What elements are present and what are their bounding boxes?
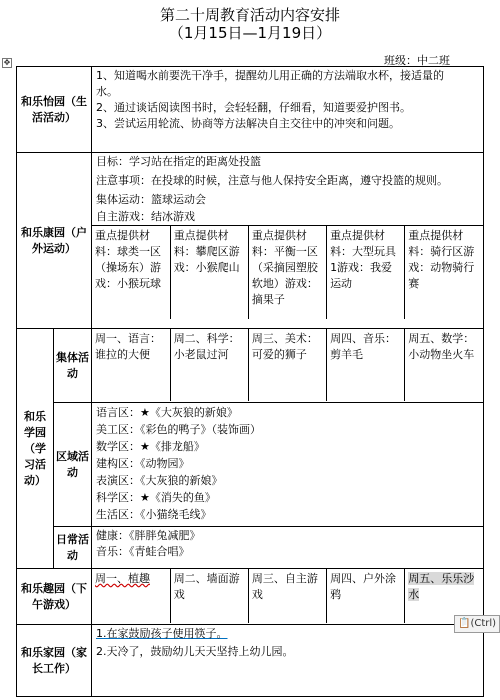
play-day-3: 周三、自主游戏 <box>248 569 326 623</box>
row-family <box>17 625 484 697</box>
life-line-2: 水。 <box>96 85 118 98</box>
area-item-4: 建构区：《动物园》 <box>96 457 190 470</box>
section-label-learning: 和乐学园（学习活动） <box>17 329 54 569</box>
learning-group-days <box>92 329 483 401</box>
group-day-4: 周四、音乐：剪羊毛 <box>327 329 405 401</box>
health-content <box>92 153 484 329</box>
life-line-4: 3、尝试运用轮流、协商等方法解决自主交往中的冲突和问题。 <box>96 117 400 130</box>
health-notice: 注意事项：在投球的时候，注意与他人保持安全距离，遵守投篮的规则。 <box>96 174 448 187</box>
life-line-3: 2、通过谈话阅读图书时，会轻轻翻，仔细看，知道要爱护图书。 <box>96 101 411 114</box>
play-days <box>92 569 483 623</box>
station-1: 重点提供材料：球类一区（操场东）游戏：小猴玩球 <box>92 226 170 319</box>
learning-group-label: 集体活动 <box>54 329 92 403</box>
group-day-1: 周一、语言：谁拉的大便 <box>92 329 170 401</box>
area-item-6: 科学区：★《消失的鱼》 <box>96 491 216 504</box>
health-stations <box>92 225 483 319</box>
document-title: 第二十周教育活动内容安排 <box>159 6 340 24</box>
section-label-family: 和乐家园（家长工作） <box>17 625 92 697</box>
area-item-1: 语言区：★《大灰狼的新娘》 <box>96 406 238 419</box>
learning-area-content <box>92 403 484 527</box>
group-day-5: 周五、数学：小动物坐火车 <box>408 332 475 361</box>
row-learning-daily <box>17 527 484 569</box>
learning-daily-content <box>92 527 484 569</box>
paste-options-button[interactable]: 📋(Ctrl) <box>454 615 500 633</box>
life-line-1: 1、知道喝水前要洗干净手，提醒幼儿用正确的方法端取水杯，接适量的 <box>96 69 444 82</box>
section-label-life: 和乐怡园（生活活动） <box>17 67 92 153</box>
family-line-1: 1.在家鼓励孩子使用筷子。 <box>96 627 228 640</box>
row-learning-area <box>17 403 484 527</box>
learning-area-label: 区域活动 <box>54 403 92 527</box>
row-life <box>17 67 484 153</box>
learning-daily-label: 日常活动 <box>54 527 92 569</box>
health-free: 自主游戏：结冰游戏 <box>96 210 195 223</box>
group-day-2: 周二、科学：小老鼠过河 <box>170 329 248 401</box>
play-day-5: 周五、乐乐沙水 <box>408 572 475 601</box>
row-learning-group <box>17 329 484 403</box>
section-label-play: 和乐趣园（下午游戏） <box>17 569 92 625</box>
area-item-5: 表演区：《大灰狼的新娘》 <box>96 474 223 487</box>
play-content <box>92 569 484 625</box>
family-content <box>92 625 484 697</box>
date-range: （1月15日—1月19日） <box>168 24 332 42</box>
area-item-2: 美工区：《彩色的鸭子》（装饰画） <box>96 423 261 436</box>
row-play <box>17 569 484 625</box>
health-group: 集体运动：篮球运动会 <box>96 193 206 206</box>
station-2: 重点提供材料：攀爬区游戏：小猴爬山 <box>170 226 248 319</box>
station-3: 重点提供材料：平衡一区（采摘园塑胶软地）游戏：摘果子 <box>248 226 326 319</box>
life-content <box>92 67 484 153</box>
group-day-3: 周三、美术：可爱的狮子 <box>248 329 326 401</box>
schedule-table <box>16 66 484 697</box>
row-health <box>17 153 484 329</box>
station-4: 重点提供材料：大型玩具1游戏：我爱运动 <box>327 226 405 319</box>
play-day-2: 周二、墙面游戏 <box>170 569 248 623</box>
section-label-health: 和乐康园（户外运动） <box>17 153 92 329</box>
play-day-4: 周四、户外涂鸦 <box>327 569 405 623</box>
area-item-3: 数学区：★《排龙船》 <box>96 440 205 453</box>
learning-group-content <box>92 329 484 403</box>
area-item-7: 生活区：《小猫绕毛线》 <box>96 508 212 521</box>
table-move-handle-icon[interactable]: ✥ <box>3 58 11 67</box>
station-5: 重点提供材料：骑行区游戏：动物骑行赛 <box>408 229 475 290</box>
family-line-2: 2.天冷了，鼓励幼儿天天坚持上幼儿园。 <box>96 645 294 658</box>
paste-options-label: (Ctrl) <box>470 618 497 629</box>
play-day-1: 周一、植趣 <box>92 569 170 623</box>
daily-item-1: 健康：《胖胖兔减肥》 <box>96 529 201 542</box>
class-label: 班级：中二班 <box>384 54 450 67</box>
daily-item-2: 音乐：《青蛙合唱》 <box>96 545 190 558</box>
health-goal: 目标：学习站在指定的距离处投篮 <box>96 155 261 168</box>
